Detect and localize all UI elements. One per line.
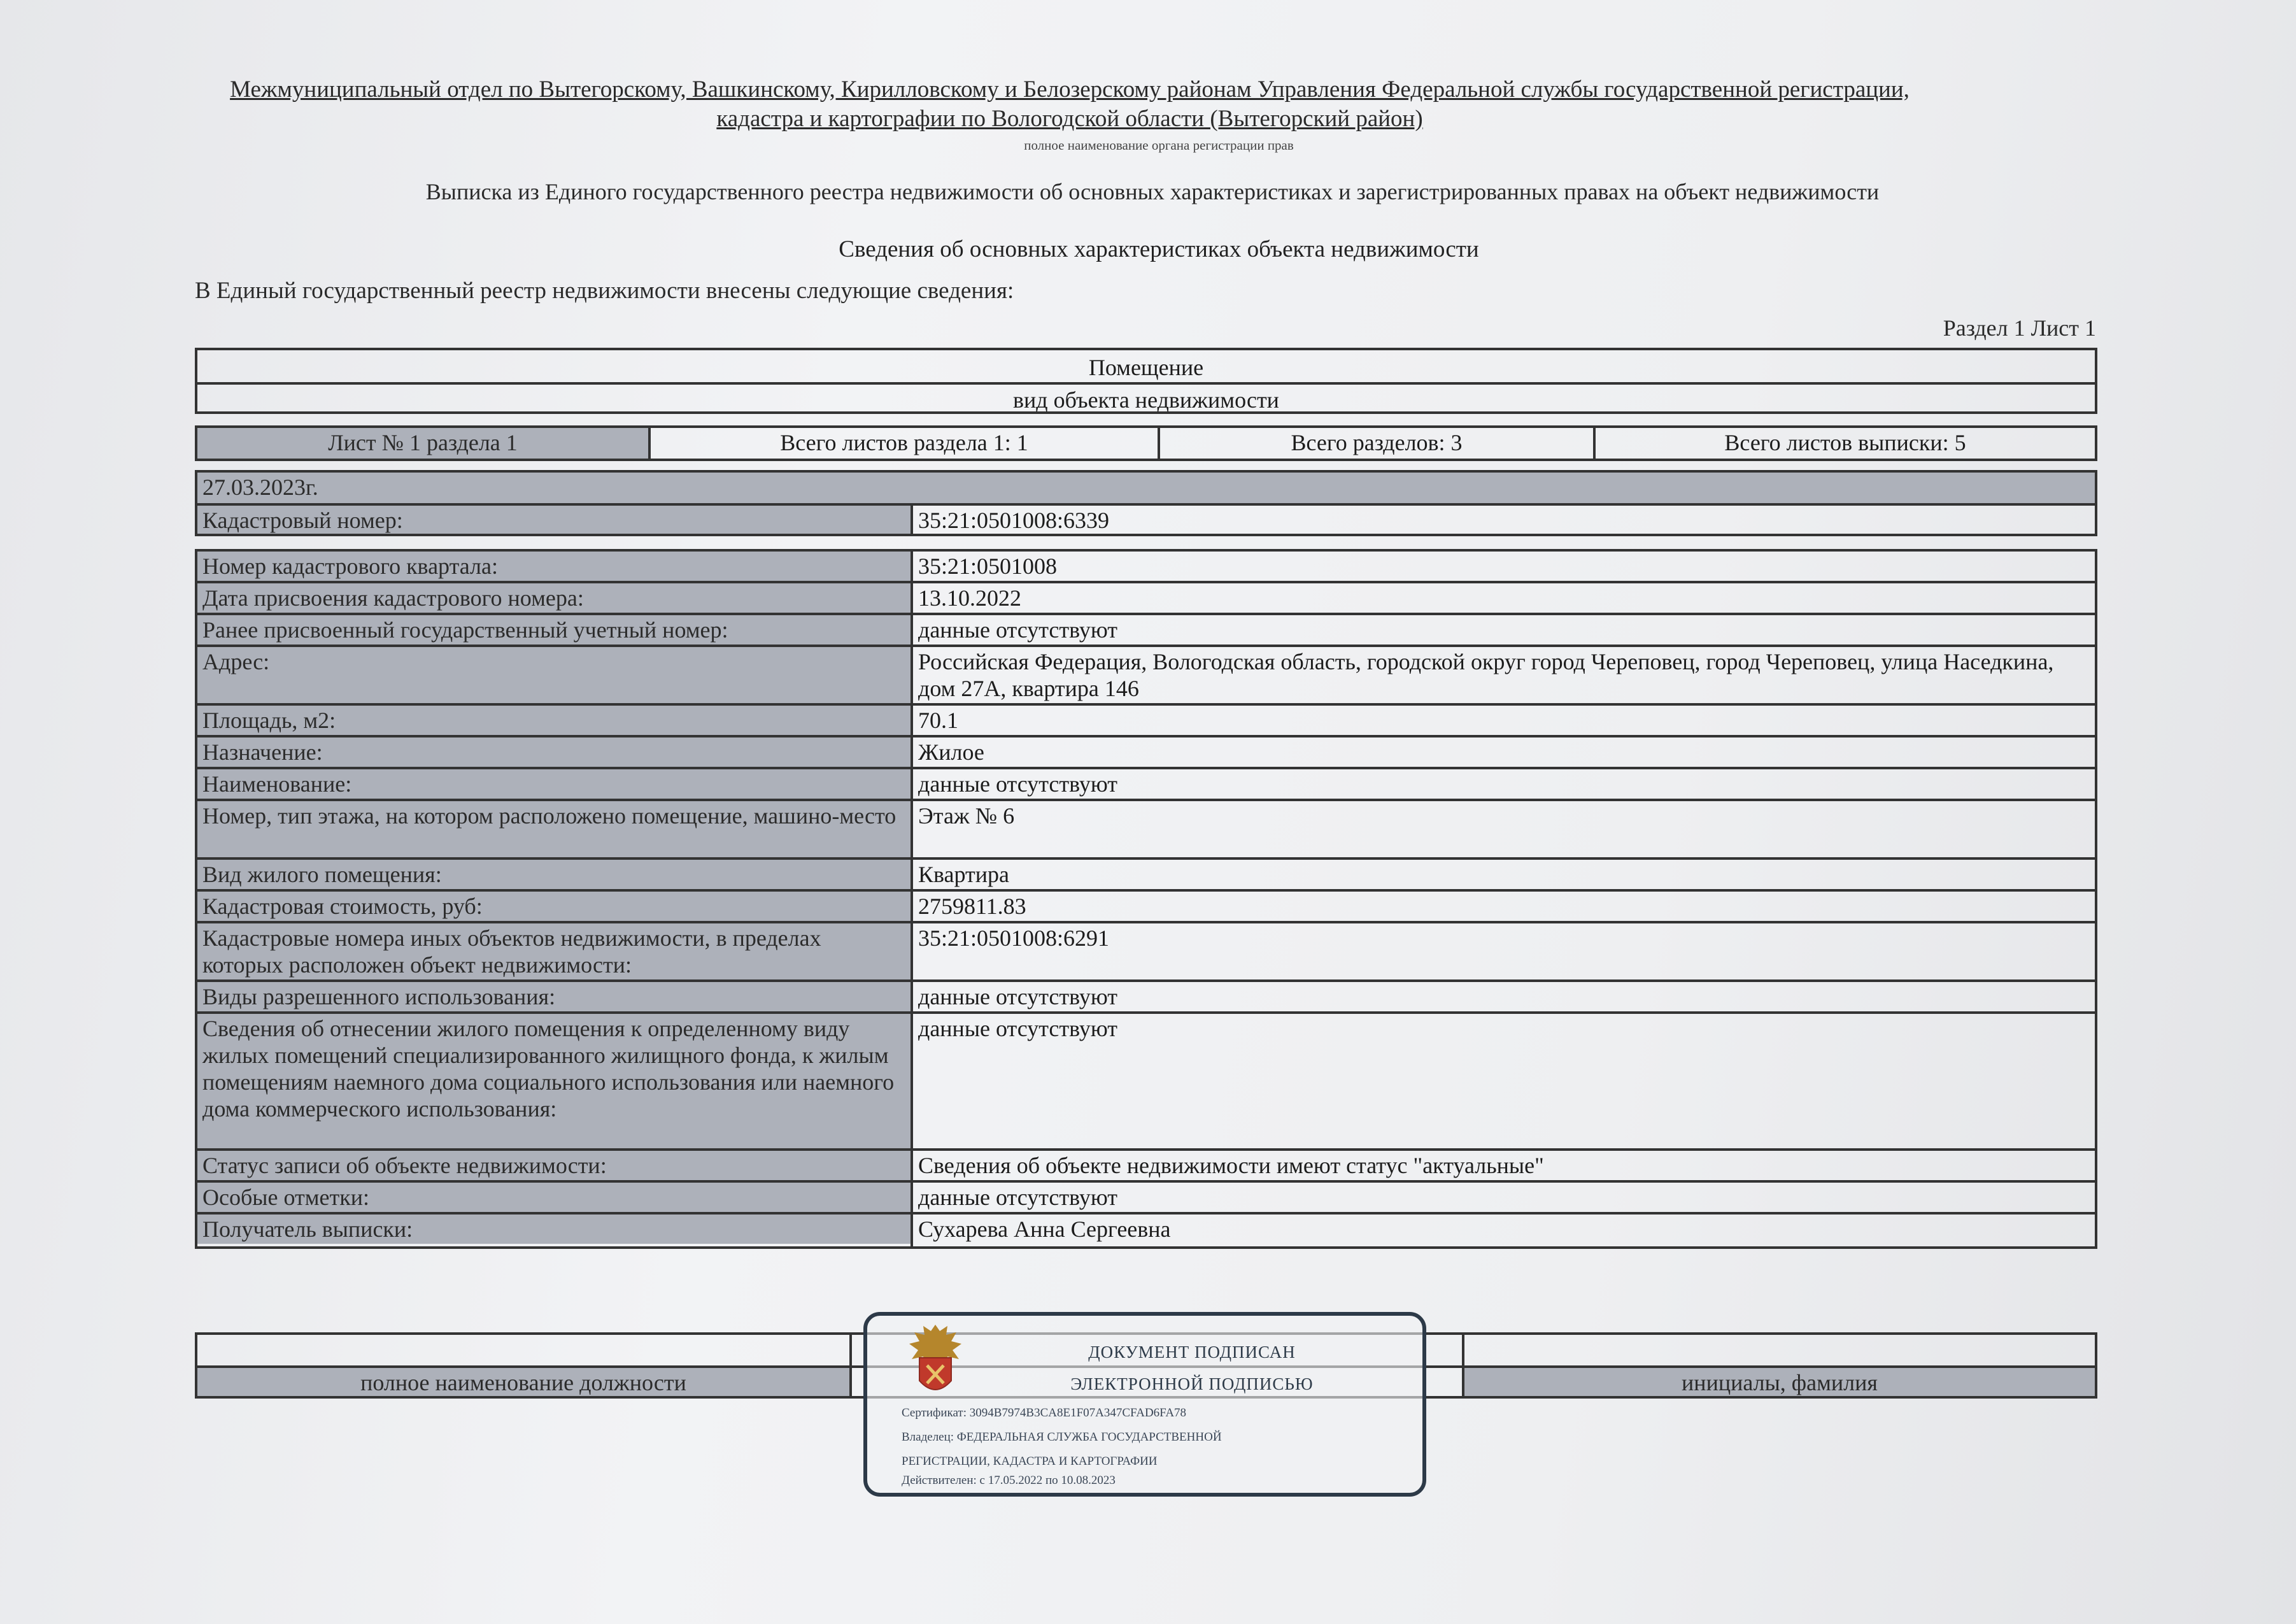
sheets-info-box [195,425,2097,461]
extract-date: 27.03.2023г. [197,473,2095,503]
table-row [197,706,2095,737]
row-value: 2759811.83 [918,894,1026,919]
cadastral-number-label: Кадастровый номер: [197,506,911,534]
row-label: Номер кадастрового квартала: [197,552,911,581]
table-row [197,1014,2095,1151]
cadastral-number-value: 35:21:0501008:6339 [918,508,1110,533]
row-value: Российская Федерация, Вологодская область, городской округ город Череповец, город Череповец, улица Наседкина, дом 27А, квартира 146 [918,649,2054,701]
row-value: Квартира [918,862,1010,887]
row-value: 13.10.2022 [918,585,1021,611]
sheet-number: Лист № 1 раздела 1 [197,428,648,459]
row-value: данные отсутствуют [918,1016,1117,1041]
stamp-signed-text: ДОКУМЕНТ ПОДПИСАН [1088,1343,1296,1362]
table-row [197,982,2095,1014]
object-type-caption: вид объекта недвижимости [1013,387,1279,413]
section-sheets-total: Всего листов раздела 1: 1 [780,430,1028,455]
extract-sheets-total: Всего листов выписки: 5 [1724,430,1966,455]
row-value: данные отсутствуют [918,1185,1117,1210]
row-value: Сухарева Анна Сергеевна [918,1216,1171,1242]
stamp-owner-line1: Владелец: ФЕДЕРАЛЬНАЯ СЛУЖБА ГОСУДАРСТВЕННОЙ [902,1430,1222,1444]
row-value: 70.1 [918,708,958,733]
table-row [197,769,2095,801]
row-label: Назначение: [197,737,911,767]
row-label: Площадь, м2: [197,706,911,735]
stamp-certificate: Сертификат: 3094B7974B3CA8E1F07A347CFAD6FA78 [902,1406,1187,1420]
row-value: 35:21:0501008 [918,553,1058,579]
table-row [197,923,2095,982]
row-value: данные отсутствуют [918,984,1117,1009]
row-label: Номер, тип этажа, на котором расположено помещение, машино-место [197,801,911,857]
row-label: Статус записи об объекте недвижимости: [197,1151,911,1180]
document-title: Выписка из Единого государственного реестра недвижимости об основных характеристиках и зарегистрированных правах на объект недвижимости [425,179,1880,204]
table-row [197,1214,2095,1246]
object-type-box [195,348,2097,414]
row-label: Кадастровые номера иных объектов недвижимости, в пределах которых расположен объект недвижимости: [197,923,911,979]
row-value: Этаж № 6 [918,803,1015,829]
row-label: Наименование: [197,769,911,799]
row-label: Особые отметки: [197,1183,911,1212]
row-label: Ранее присвоенный государственный учетный номер: [197,615,911,645]
row-label: Сведения об отнесении жилого помещения к определенному виду жилых помещений специализированного жилищного фонда, к жилым помещениям наемного дома социального использования или наемного дома коммерческого использования: [197,1014,911,1148]
characteristics-table [195,549,2097,1249]
eagle-emblem-icon [900,1320,970,1402]
section-sheet-label: Раздел 1 Лист 1 [1943,315,2096,341]
name-caption: инициалы, фамилия [1464,1368,2095,1396]
table-row [197,1183,2095,1214]
row-value: данные отсутствуют [918,617,1117,643]
position-caption: полное наименование должности [197,1368,849,1396]
row-label: Вид жилого помещения: [197,860,911,889]
row-label: Виды разрешенного использования: [197,982,911,1011]
table-row [197,583,2095,615]
table-row [197,615,2095,647]
table-row [197,647,2095,706]
stamp-validity: Действителен: с 17.05.2022 по 10.08.2023 [902,1474,1116,1487]
row-value: Сведения об объекте недвижимости имеют статус "актуальные" [918,1153,1544,1178]
sections-total: Всего разделов: 3 [1291,430,1463,455]
row-label: Адрес: [197,647,911,703]
electronic-signature-stamp [863,1312,1426,1497]
row-value: данные отсутствуют [918,771,1117,797]
table-row [197,1151,2095,1183]
row-label: Получатель выписки: [197,1214,911,1244]
stamp-owner-line2: РЕГИСТРАЦИИ, КАДАСТРА И КАРТОГРАФИИ [902,1455,1158,1468]
row-label: Кадастровая стоимость, руб: [197,892,911,921]
row-label: Дата присвоения кадастрового номера: [197,583,911,613]
table-row [197,892,2095,923]
object-type: Помещение [1088,355,1204,380]
table-row [197,860,2095,892]
document-subtitle: Сведения об основных характеристиках объекта недвижимости [839,236,1479,262]
stamp-signature-text: ЭЛЕКТРОННОЙ ПОДПИСЬЮ [1070,1374,1314,1393]
row-value: 35:21:0501008:6291 [918,925,1110,951]
table-row [197,552,2095,583]
registration-authority-name: Межмуниципальный отдел по Вытегорскому, Вашкинскому, Кирилловскому и Белозерскому районам Управления Федеральной службы государственной регистрации, кадастра и картографии по Вологодской области (Вытегорский район) [230,76,1910,132]
table-row [197,801,2095,860]
authority-caption: полное наименование органа регистрации прав [1024,138,1294,153]
table-row [197,737,2095,769]
date-cadastral-box [195,470,2097,536]
row-value: Жилое [918,739,984,765]
intro-text: В Единый государственный реестр недвижимости внесены следующие сведения: [195,278,1014,304]
